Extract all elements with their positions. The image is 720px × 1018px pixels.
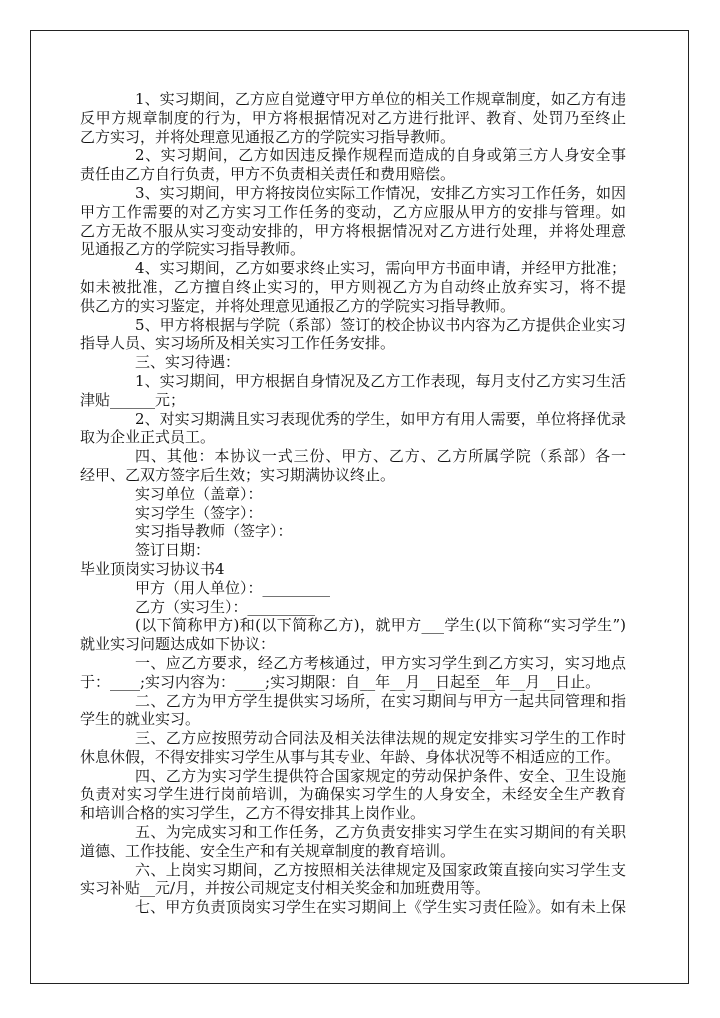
text-line: 2、实习期间，乙方如因违反操作规程而造成的自身或第三方人身安全事 (135, 146, 626, 165)
text-line: 实习单位（盖章）： (135, 484, 263, 503)
paragraph (80, 522, 626, 541)
text-line: 4、实习期间，乙方如要求终止实习，需向甲方书面申请，并经甲方批准； (135, 259, 626, 278)
paragraph (80, 353, 626, 372)
paragraph (80, 861, 626, 899)
document-body (80, 90, 626, 917)
text-line: 1、实习期间，甲方根据自身情况及乙方工作表现，每月支付乙方实习生活 (135, 371, 626, 390)
text-line: 四、其他：本协议一式三份、甲方、乙方、乙方所属学院（系部）各一 (135, 447, 626, 466)
paragraph (80, 485, 626, 504)
paragraph (80, 767, 626, 823)
text-line: 甲方（用人单位）：_________ (135, 578, 331, 597)
agreement-title: 毕业顶岗实习协议书4 (80, 559, 225, 578)
paragraph (80, 90, 626, 146)
paragraph (80, 598, 626, 617)
text-line: 三、乙方应按照劳动合同法及相关法律法规的规定安排实习学生的工作时 (135, 729, 626, 748)
text-line: 乙方无故不服从实习变动安排的，甲方将根据情况对乙方进行处理，并将处理意 (80, 221, 626, 240)
text-line: 2、对实习期满且实习表现优秀的学生，如甲方有用人需要，单位将择优录 (135, 409, 626, 428)
paragraph (80, 410, 626, 448)
paragraph (80, 729, 626, 767)
paragraph (80, 184, 626, 259)
text-line: 甲方工作需要的对乙方实习工作任务的变动，乙方应服从甲方的安排与管理。如 (80, 202, 626, 221)
text-line: 五、为完成实习和工作任务，乙方负责安排实习学生在实习期间的有关职 (135, 823, 626, 842)
text-line: 乙方（实习生）：_________ (135, 597, 316, 616)
text-line: 学生的就业实习。 (80, 710, 201, 729)
text-line: 签订日期： (135, 541, 211, 560)
paragraph (80, 447, 626, 485)
text-line: 二、乙方为甲方学生提供实习场所，在实习期间与甲方一起共同管理和指 (135, 691, 626, 710)
text-line: 一、应乙方要求，经乙方考核通过，甲方实习学生到乙方实习，实习地点 (135, 653, 626, 672)
paragraph (80, 898, 626, 917)
text-line: (以下简称甲方)和(以下简称乙方)，就甲方___学生(以下简称“实习学生”) (135, 616, 626, 635)
paragraph (80, 504, 626, 523)
text-line: 指导人员、实习场所及相关实习工作任务安排。 (80, 334, 396, 353)
paragraph (80, 541, 626, 560)
text-line: 取为企业正式员工。 (80, 428, 216, 447)
text-line: 四、乙方为实习学生提供符合国家规定的劳动保护条件、安全、卫生设施 (135, 766, 626, 785)
paragraph (80, 692, 626, 730)
paragraph (80, 654, 626, 692)
text-line: 责任由乙方自行负责，甲方不负责相关责任和费用赔偿。 (80, 165, 456, 184)
text-line: 休息休假，不得安排实习学生从事与其专业、年龄、身体状况等不相适应的工作。 (80, 747, 621, 766)
paragraph (80, 823, 626, 861)
text-line: 3、实习期间，甲方将按岗位实际工作情况，安排乙方实习工作任务，如因 (135, 183, 626, 202)
text-line: 供乙方的实习鉴定，并将处理意见通报乙方的学院实习指导教师。 (80, 296, 516, 315)
text-line: 实习学生（签字）： (135, 503, 263, 522)
paragraph (80, 372, 626, 410)
text-line: 三、实习待遇： (135, 353, 241, 372)
text-line: 如未被批准，乙方擅自终止实习的，甲方则视乙方为自动终止放弃实习，将不提 (80, 277, 626, 296)
text-line: 1、实习期间，乙方应自觉遵守甲方单位的相关工作规章制度，如乙方有违 (135, 90, 626, 108)
paragraph (80, 146, 626, 184)
text-line: 和培训合格的实习学生，乙方不得安排其上岗作业。 (80, 804, 426, 823)
text-line: 实习指导教师（签字）： (135, 522, 293, 541)
text-line: 就业实习问题达成如下协议： (80, 635, 276, 654)
paragraph (80, 616, 626, 654)
paragraph (80, 579, 626, 598)
text-line: 六、上岗实习期间，乙方按照相关法律规定及国家政策直接向实习学生支 (135, 860, 626, 879)
text-line: 见通报乙方的学院实习指导教师。 (80, 240, 306, 259)
text-line: 负责对实习学生进行岗前培训，为确保实习学生的人身安全，未经安全生产教育 (80, 785, 626, 804)
text-line: 于：____;实习内容为：____;实习期限：自__年__月__日起至__年__月__日止。 (80, 672, 601, 691)
text-line: 实习补贴__元/月，并按公司规定支付相关奖金和加班费用等。 (80, 879, 491, 898)
paragraph (80, 259, 626, 315)
text-line: 5、甲方将根据与学院（系部）签订的校企协议书内容为乙方提供企业实习 (135, 315, 626, 334)
text-line: 道德、工作技能、安全生产和有关规章制度的教育培训。 (80, 841, 456, 860)
text-line: 七、甲方负责顶岗实习学生在实习期间上《学生实习责任险》。如有未上保 (135, 898, 626, 917)
paragraph (80, 316, 626, 354)
text-line: 津贴______元； (80, 390, 186, 409)
text-line: 乙方实习，并将处理意见通报乙方的学院实习指导教师。 (80, 127, 456, 146)
text-line: 经甲、乙双方签字后生效；实习期满协议终止。 (80, 465, 396, 484)
text-line: 反甲方规章制度的行为，甲方将根据情况对乙方进行批评、教育、处罚乃至终止 (80, 108, 626, 127)
